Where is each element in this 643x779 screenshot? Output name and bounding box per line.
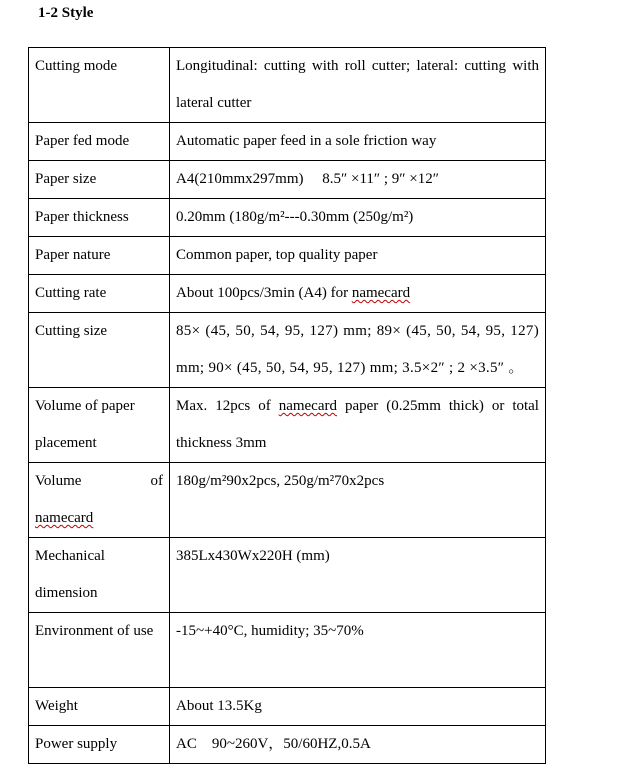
- table-row: [29, 313, 546, 388]
- row-value: Common paper, top quality paper: [170, 237, 546, 275]
- row-value: About 13.5Kg: [170, 688, 546, 726]
- section-title: 1-2 Style: [38, 5, 94, 21]
- table-row: [29, 275, 546, 313]
- table-row: [29, 161, 546, 199]
- label-word: of: [150, 473, 163, 489]
- table-row: [29, 388, 546, 463]
- row-label: Paper nature: [29, 237, 170, 275]
- row-value: [170, 388, 546, 463]
- table-row: [29, 613, 546, 688]
- table-row: [29, 463, 546, 538]
- row-label: Paper size: [29, 161, 170, 199]
- row-value: [170, 275, 546, 313]
- spellcheck-word: namecard: [351, 285, 411, 301]
- row-label: Volume of paper placement: [29, 388, 170, 463]
- value-text: paper (0.25mm thick) or total thickness 3mm: [176, 398, 539, 451]
- table-row: [29, 538, 546, 613]
- row-value: Longitudinal: cutting with roll cutter; lateral: cutting with lateral cutter: [170, 48, 546, 123]
- row-label: Paper thickness: [29, 199, 170, 237]
- table-row: [29, 688, 546, 726]
- row-label: Environment of use: [29, 613, 170, 688]
- row-value: 85× (45, 50, 54, 95, 127) mm; 89× (45, 50, 54, 95, 127) mm; 90× (45, 50, 54, 95, 127) mm; 3.5×2″ ; 2 ×3.5″ 。: [170, 313, 546, 388]
- row-label: Mechanical dimension: [29, 538, 170, 613]
- table-row: [29, 237, 546, 275]
- table-row: [29, 123, 546, 161]
- row-label: Cutting rate: [29, 275, 170, 313]
- table-row: [29, 48, 546, 123]
- row-label: Weight: [29, 688, 170, 726]
- row-label: [29, 463, 170, 538]
- row-value: 385Lx430Wx220H (mm): [170, 538, 546, 613]
- row-label: Paper fed mode: [29, 123, 170, 161]
- spec-table: [28, 47, 546, 764]
- label-word: Volume: [35, 473, 82, 489]
- spellcheck-word: namecard: [278, 398, 337, 414]
- row-label: Cutting size: [29, 313, 170, 388]
- spellcheck-word: namecard: [35, 510, 94, 526]
- row-value: 180g/m²90x2pcs, 250g/m²70x2pcs: [170, 463, 546, 538]
- row-value: AC 90~260V，50/60HZ,0.5A: [170, 726, 546, 764]
- row-label: Cutting mode: [29, 48, 170, 123]
- row-value: 0.20mm (180g/m²---0.30mm (250g/m²): [170, 199, 546, 237]
- row-label: Power supply: [29, 726, 170, 764]
- row-value: -15~+40°C, humidity; 35~70%: [170, 613, 546, 688]
- value-text: About 100pcs/3min (A4) for: [176, 285, 352, 301]
- row-value: Automatic paper feed in a sole friction way: [170, 123, 546, 161]
- table-row: [29, 199, 546, 237]
- value-text: Max. 12pcs of: [176, 398, 279, 414]
- table-row: [29, 726, 546, 764]
- row-value: A4(210mmx297mm) 8.5″ ×11″ ; 9″ ×12″: [170, 161, 546, 199]
